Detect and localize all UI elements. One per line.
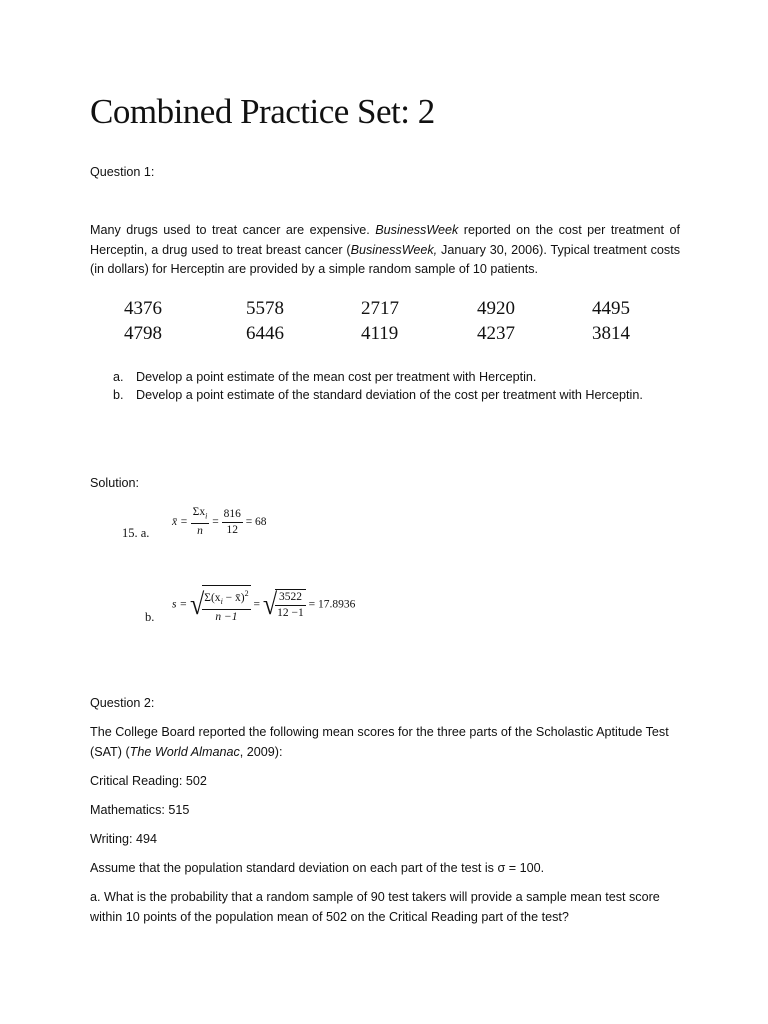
mean-formula: x̄ = $\frac{\Sigma x_i}{n}$ = $\frac{816}{12}$ = 68 xyxy=(172,506,267,538)
data-row xyxy=(124,296,644,321)
data-cell: 4119 xyxy=(361,323,399,344)
question1-parts-list xyxy=(113,368,643,404)
square-root-sign: √ xyxy=(262,587,278,622)
square-root-sign: √ xyxy=(190,587,205,622)
list-item xyxy=(113,368,643,386)
question2-assumption: Assume that the population standard deviation on each part of the test is σ = 100. xyxy=(90,861,545,875)
std-dev-formula: s = √ $\frac{\Sigma(x_i - x̄)^2}{n -1}$ = √ $\frac{3522}{12 -1}$ = 17.8936 xyxy=(172,585,355,625)
score-writing: Writing: 494 xyxy=(90,832,157,846)
score-mathematics: Mathematics: 515 xyxy=(90,803,190,817)
page-title: Combined Practice Set: 2 xyxy=(90,92,435,131)
score-critical-reading: Critical Reading: 502 xyxy=(90,774,207,788)
solution-part-a-label: 15. a. xyxy=(122,526,150,540)
fraction: $\frac{\Sigma(x_i - x̄)^2}{n -1}$ xyxy=(202,585,250,625)
fraction: $\frac{816}{12}$ xyxy=(223,507,241,536)
data-row xyxy=(124,321,644,346)
list-item-text: Develop a point estimate of the standard deviation of the cost per treatment with Herceptin. xyxy=(136,388,643,402)
question1-heading: Question 1: xyxy=(90,165,155,179)
fraction: $\frac{\Sigma x_i}{n}$ xyxy=(192,506,208,538)
data-cell: 2717 xyxy=(361,298,399,319)
data-cell: 4376 xyxy=(124,298,162,319)
data-cell: 4920 xyxy=(477,298,515,319)
fraction: $\frac{3522}{12 -1}$ xyxy=(277,591,304,620)
cost-data-table xyxy=(124,296,644,346)
list-marker: a. xyxy=(113,370,124,384)
data-cell: 5578 xyxy=(246,298,284,319)
question2-heading: Question 2: xyxy=(90,696,155,710)
question1-intro: Many drugs used to treat cancer are expensive. BusinessWeek reported on the cost per treatment of Herceptin, a drug used to treat breast cancer (BusinessWeek, January 30, 2006). Typical treatment costs (in dollars) for Herceptin are provided by a simple random sample of 10 patients. xyxy=(90,223,681,276)
list-item-text: Develop a point estimate of the mean cost per treatment with Herceptin. xyxy=(136,370,537,384)
data-cell: 4495 xyxy=(592,298,630,319)
list-marker: b. xyxy=(113,388,124,402)
list-item xyxy=(113,386,643,404)
data-cell: 4237 xyxy=(477,323,515,344)
solution-part-b-label: b. xyxy=(145,610,155,624)
solution-heading: Solution: xyxy=(90,476,140,490)
data-cell: 3814 xyxy=(592,323,630,344)
data-cell: 6446 xyxy=(246,323,284,344)
question2-part-a: a. What is the probability that a random sample of 90 test takers will provide a sample mean test score within 10 points of the population mean of 502 on the Critical Reading part of the test? xyxy=(90,890,660,924)
data-cell: 4798 xyxy=(124,323,162,344)
question2-intro: The College Board reported the following mean scores for the three parts of the Scholastic Aptitude Test (SAT) (The World Almanac, 2009): xyxy=(90,725,669,759)
